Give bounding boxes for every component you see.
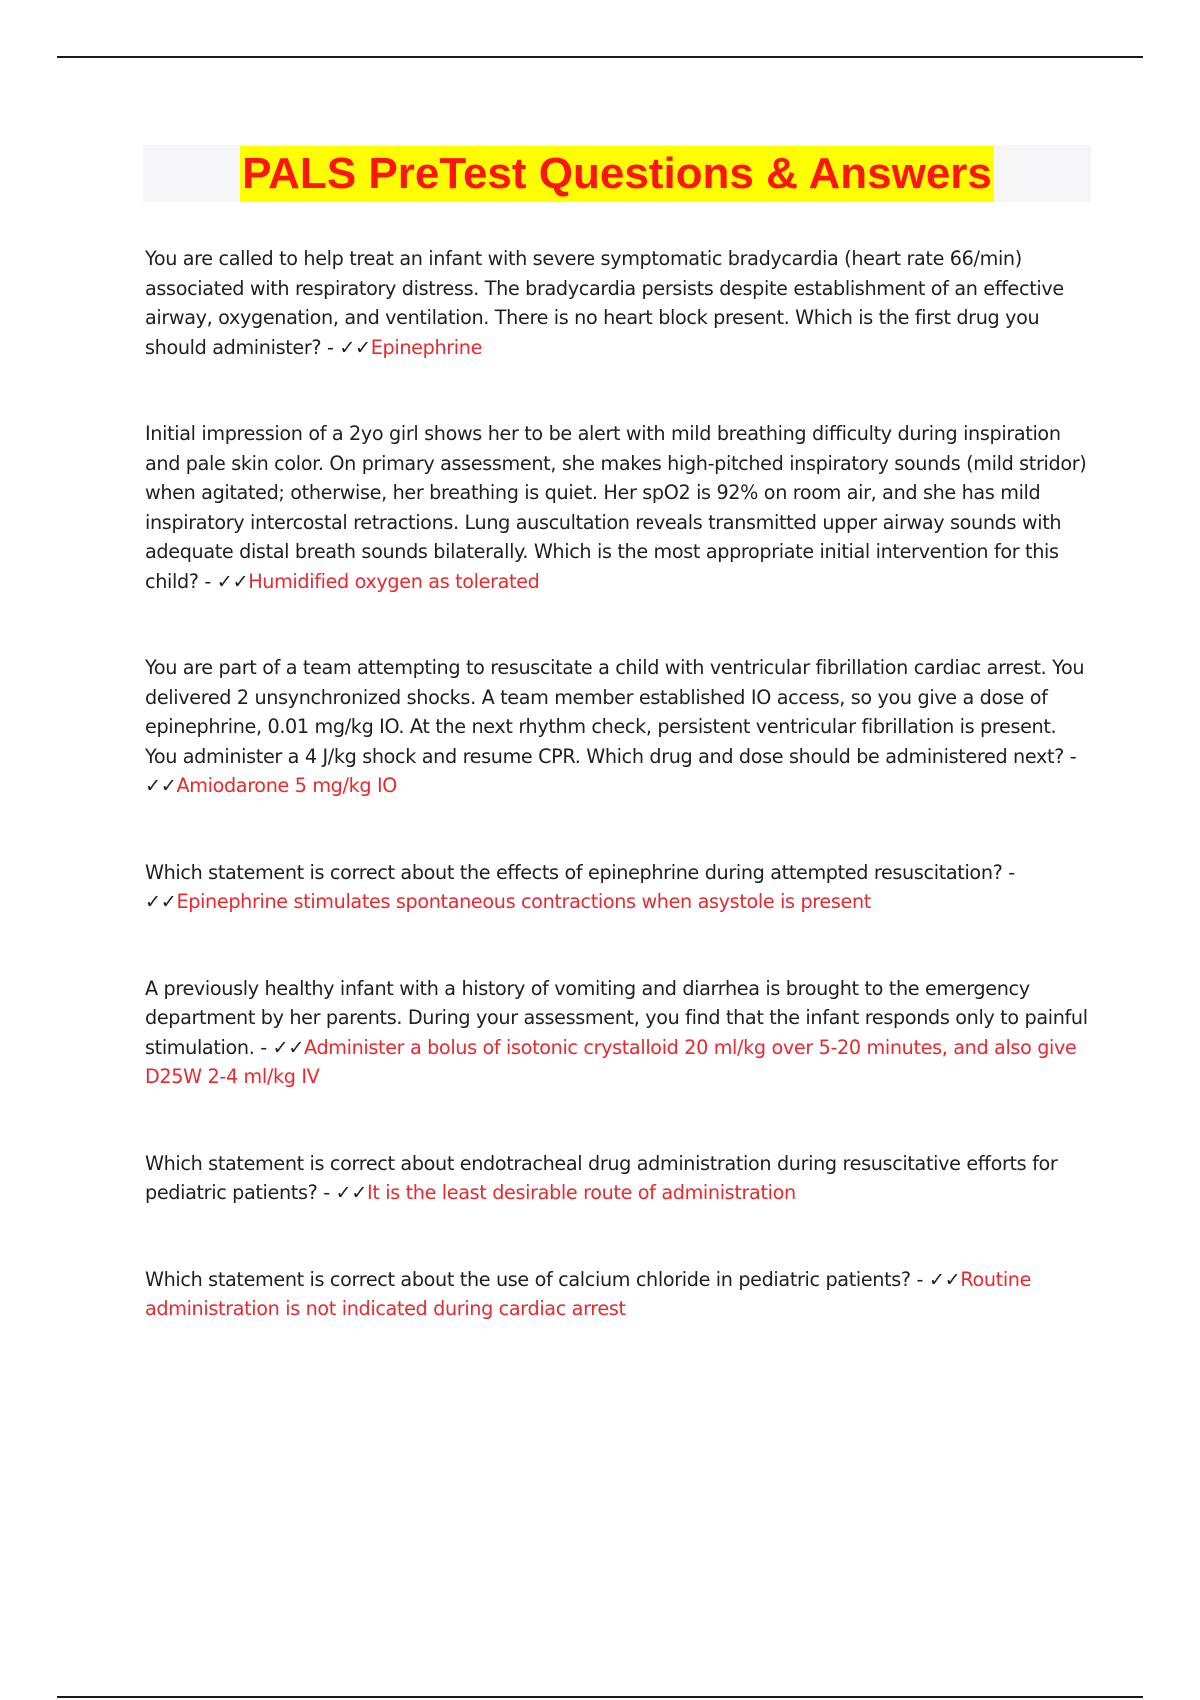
separator: - [198, 569, 217, 593]
question-text: You are called to help treat an infant with severe symptomatic bradycardia (heart rate 66/min) associated with respiratory distress. The bradycardia persists despite establishment of an effective airway, oxygenation, and ventilation. There is no heart block present. Which is the first drug you should administer? [145, 247, 1064, 359]
separator: - [254, 1035, 273, 1059]
separator: - [910, 1267, 929, 1291]
qa-item [145, 653, 1090, 801]
separator: - [317, 1181, 336, 1204]
check-icon: ✓✓ [145, 890, 177, 913]
qa-item [145, 858, 1090, 917]
separator: - [1002, 860, 1015, 884]
check-icon: ✓✓ [145, 774, 177, 797]
answer-text: Administer a bolus of isotonic crystalloid 20 ml/kg over 5-20 minutes, and also give D25W 2-4 ml/kg IV [145, 1035, 1077, 1088]
check-icon: ✓✓ [339, 335, 371, 359]
question-text: You are part of a team attempting to resuscitate a child with ventricular fibrillation cardiac arrest. You delivered 2 unsynchronized shocks. A team member established IO access, so you give a dose of epinephrine, 0.01 mg/kg IO. At the next rhythm check, persistent ventricular fibrillation is present. You administer a 4 J/kg shock and resume CPR. Which drug and dose should be administered next? [145, 656, 1085, 768]
question-text: Which statement is correct about endotracheal drug administration during resuscitative efforts for pediatric patients? [145, 1151, 1058, 1204]
top-rule [57, 56, 1143, 58]
question-text: A previously healthy infant with a history of vomiting and diarrhea is brought to the emergency department by her parents. During your assessment, you find that the infant responds only to painful stimulation. [145, 976, 1088, 1059]
answer-text: Humidified oxygen as tolerated [248, 569, 540, 593]
answer-text: It is the least desirable route of administration [367, 1181, 796, 1204]
check-icon: ✓✓ [335, 1181, 368, 1204]
separator: - [1063, 744, 1077, 768]
check-icon: ✓✓ [928, 1267, 961, 1291]
question-text: Which statement is correct about the use of calcium chloride in pediatric patients? [145, 1267, 911, 1291]
answer-text: Epinephrine stimulates spontaneous contractions when asystole is present [176, 890, 871, 913]
question-text: Which statement is correct about the effects of epinephrine during attempted resuscitation? [145, 860, 1003, 884]
bottom-rule [57, 1696, 1143, 1698]
qa-item [145, 974, 1090, 1092]
check-icon: ✓✓ [216, 569, 249, 593]
check-icon: ✓✓ [272, 1035, 304, 1059]
title-band [143, 145, 1091, 202]
qa-item [145, 1265, 1090, 1324]
qa-item [145, 1149, 1090, 1208]
question-text: Initial impression of a 2yo girl shows her to be alert with mild breathing difficulty during inspiration and pale skin color. On primary assessment, she makes high-pitched inspiratory sounds (mild stridor) when agitated; otherwise, her breathing is quiet. Her spO2 is 92% on room air, and she has mild inspiratory intercostal retractions. Lung auscultation reveals transmitted upper airway sounds with adequate distal breath sounds bilaterally. Which is the most appropriate initial intervention for this child? [145, 422, 1087, 593]
separator: - [321, 335, 340, 359]
answer-text: Amiodarone 5 mg/kg IO [176, 774, 398, 797]
qa-item [145, 244, 1090, 362]
qa-list [145, 244, 1090, 1324]
answer-text: Routine administration is not indicated during cardiac arrest [145, 1267, 1032, 1320]
qa-item [145, 419, 1090, 596]
document-title: PALS PreTest Questions & Answers [240, 146, 994, 202]
answer-text: Epinephrine [370, 335, 483, 359]
